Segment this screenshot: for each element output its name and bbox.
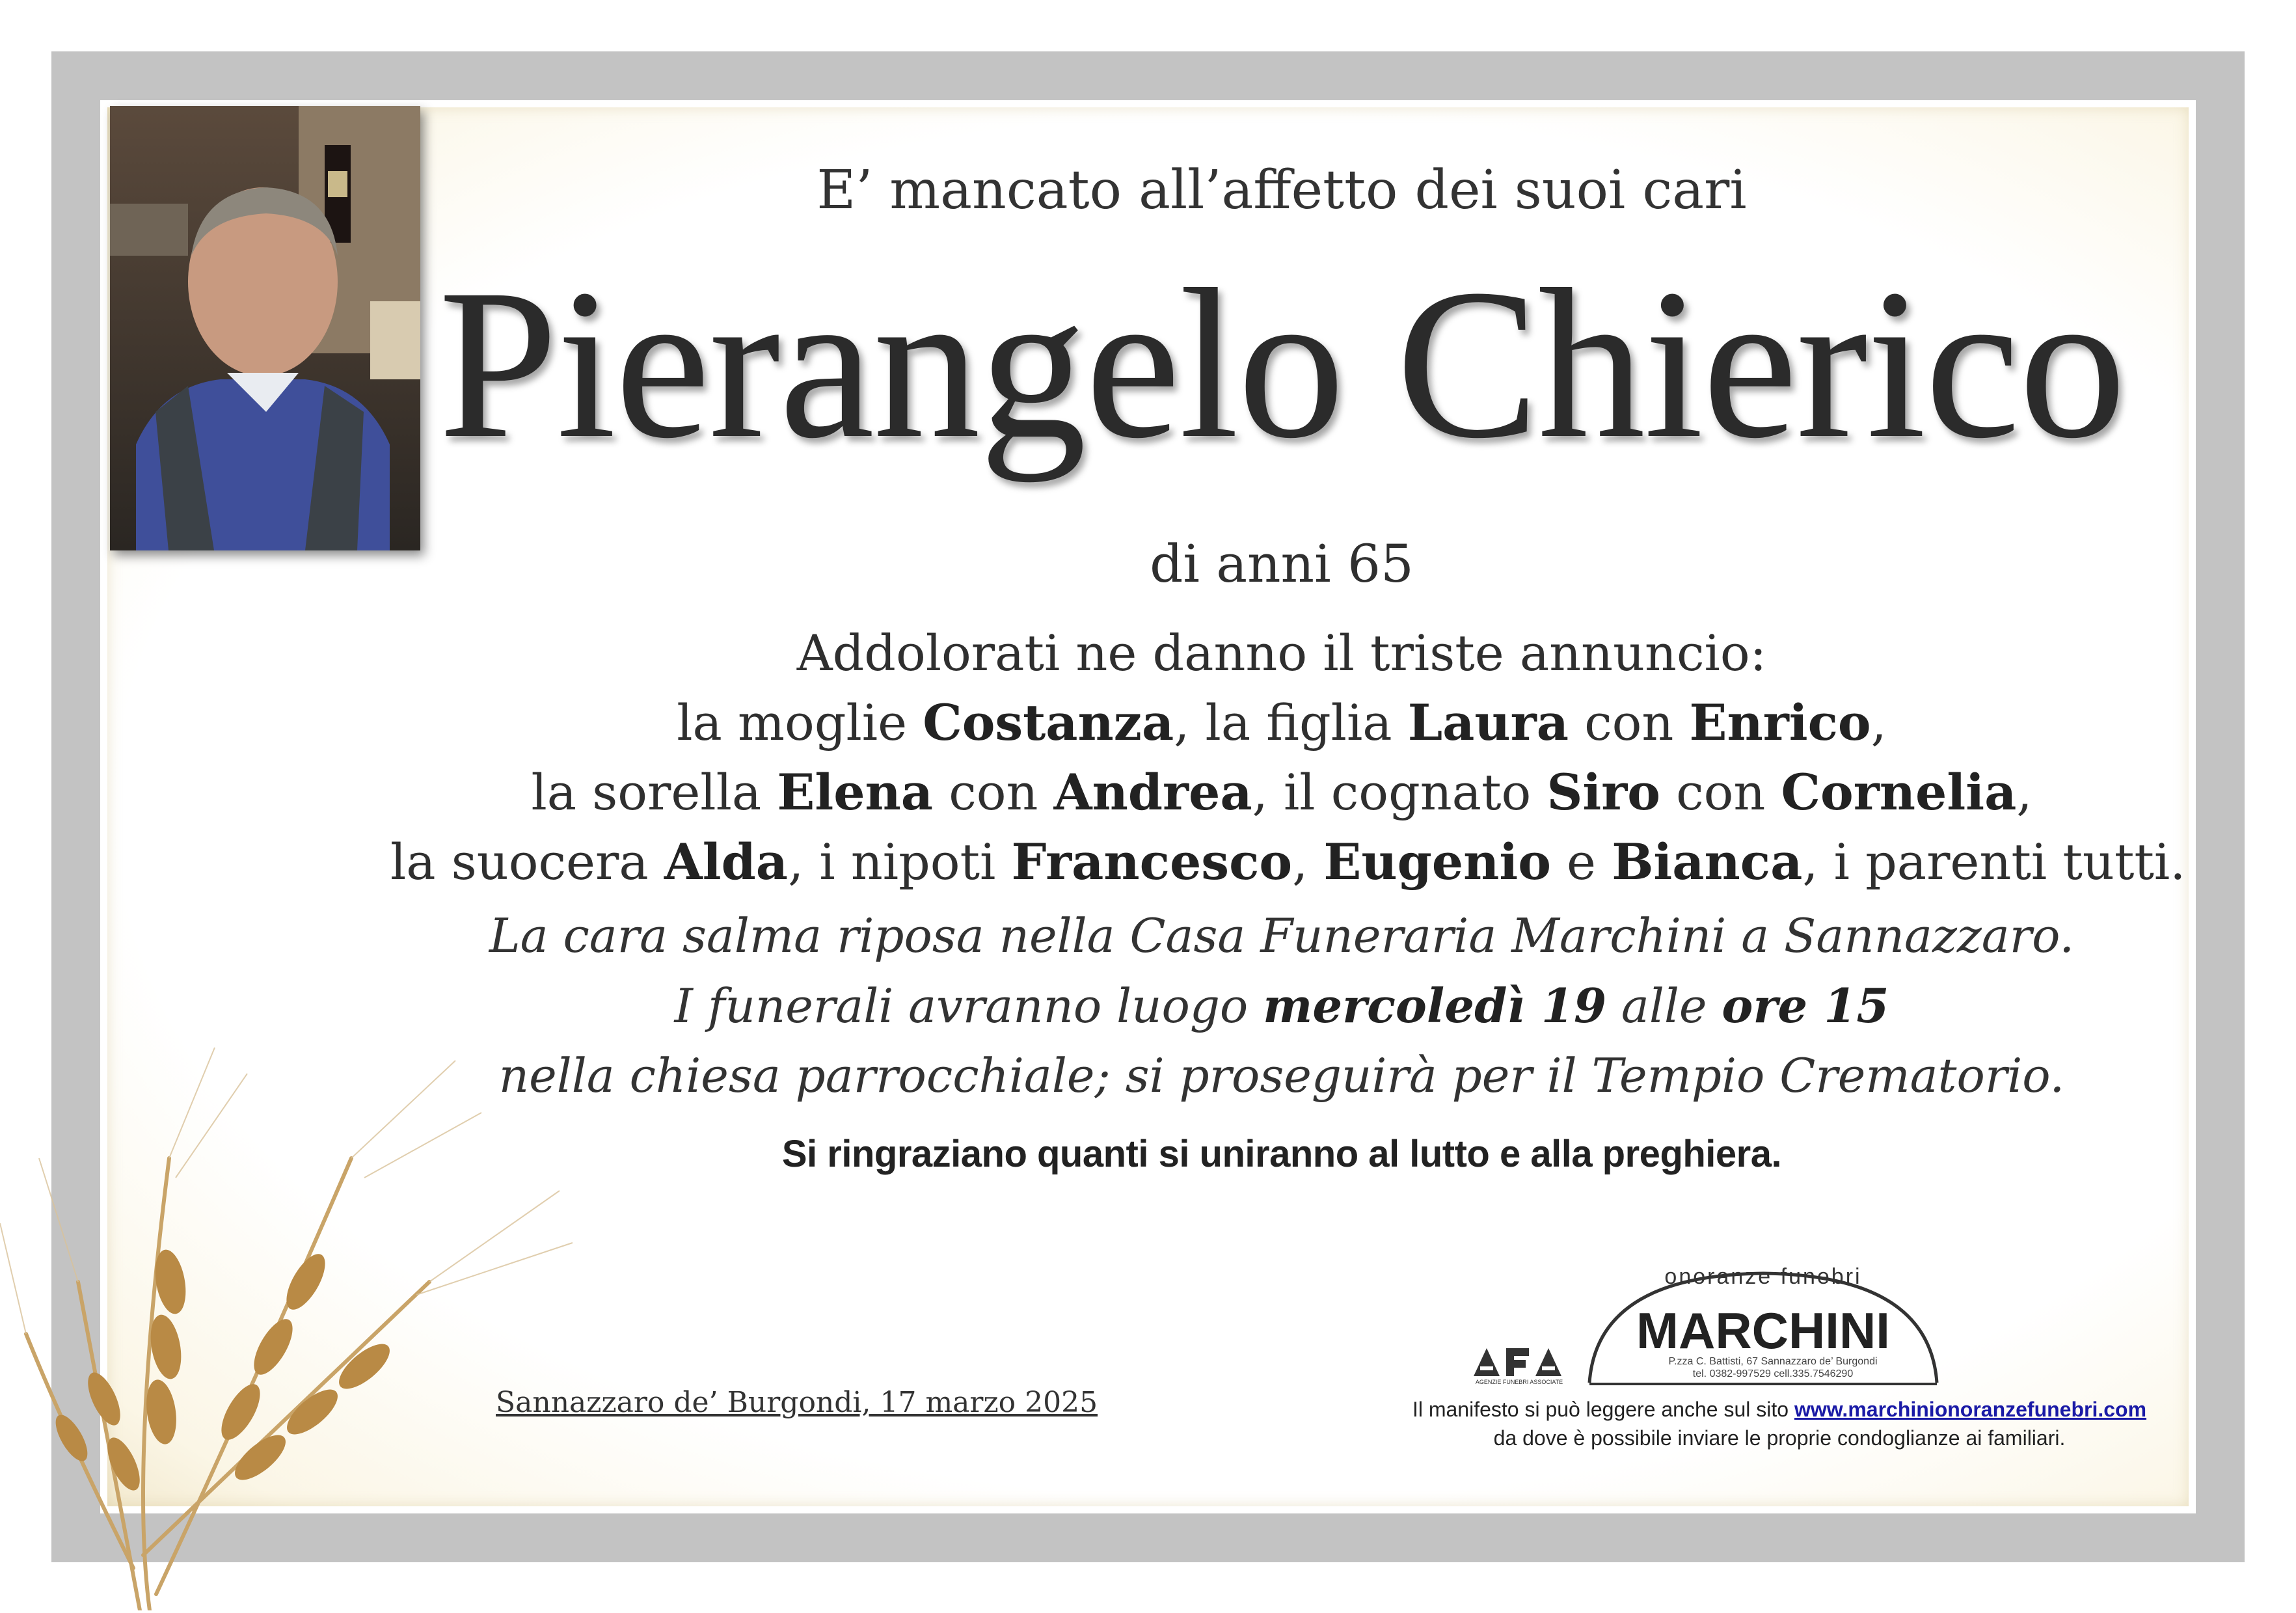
age-line: di anni 65 — [1150, 534, 1414, 594]
site-link[interactable]: www.marchinionoranzefunebri.com — [1794, 1398, 2147, 1421]
family-line-3: la suocera Alda, i nipoti Francesco, Eugenio e Bianca, i parenti tutti. — [390, 833, 2186, 891]
site-line-2: da dove è possibile inviare le proprie condoglianze ai familiari. — [1493, 1426, 2066, 1450]
intro-line: E’ mancato all’affetto dei suoi cari — [817, 159, 1747, 221]
announcement-lead: Addolorati ne danno il triste annuncio: — [796, 624, 1767, 682]
agency-name: MARCHINI — [1636, 1302, 1890, 1359]
thanks-line: Si ringraziano quanti si uniranno al lutto e alla preghiera. — [781, 1133, 1782, 1175]
place-date: Sannazzaro de’ Burgondi, 17 marzo 2025 — [496, 1386, 1098, 1419]
info-line-2: I funerali avranno luogo mercoledì 19 alle ore 15 — [674, 978, 1889, 1033]
family-line-1: la moglie Costanza, la figlia Laura con Enrico, — [677, 694, 1887, 752]
portrait-photo — [110, 106, 420, 550]
funeral-info — [390, 901, 2173, 1111]
agency-address: P.zza C. Battisti, 67 Sannazzaro de’ Burgondi tel. 0382-997529 cell.335.7546290 — [1668, 1356, 1878, 1379]
info-line-3: nella chiesa parrocchiale; si proseguirà per il Tempio Crematorio. — [498, 1048, 2065, 1103]
wheat-ears-icon — [0, 943, 586, 1610]
info-line-1: La cara salma riposa nella Casa Funeraria Marchini a Sannazzaro. — [489, 908, 2075, 963]
deceased-name: Pierangelo Chierico — [438, 245, 2125, 483]
site-line-1: Il manifesto si può leggere anche sul sito www.marchinionoranzefunebri.com — [1412, 1398, 2147, 1421]
agency-subtitle: onoranze funebri — [1664, 1264, 1862, 1289]
afa-label: AGENZIE FUNEBRI ASSOCIATE — [1475, 1379, 1563, 1385]
agency-logo — [1584, 1259, 1942, 1389]
announcement — [390, 618, 2186, 897]
family-line-2: la sorella Elena con Andrea, il cognato Siro con Cornelia, — [531, 763, 2033, 821]
